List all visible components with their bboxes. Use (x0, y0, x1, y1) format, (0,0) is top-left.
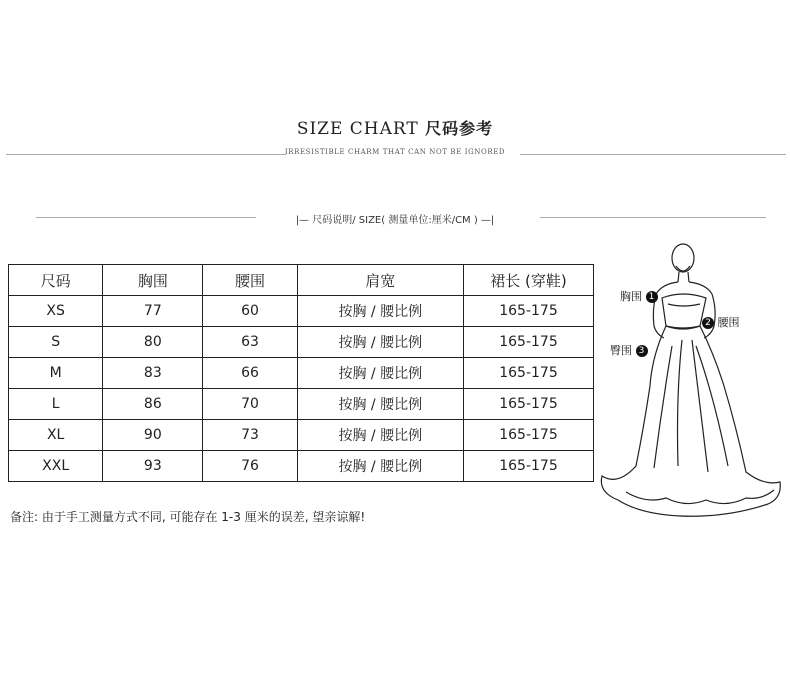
waist-number-badge: 2 (702, 317, 714, 329)
table-cell: 165-175 (463, 327, 593, 358)
dress-illustration (596, 236, 786, 526)
bust-label: 胸围 1 (620, 288, 658, 304)
table-cell: L (9, 389, 103, 420)
table-cell: 90 (103, 420, 203, 451)
table-row (9, 358, 594, 389)
table-cell: 按胸 / 腰比例 (297, 420, 463, 451)
table-row (9, 296, 594, 327)
table-cell: 按胸 / 腰比例 (297, 296, 463, 327)
table-cell: 86 (103, 389, 203, 420)
page-title (0, 116, 790, 139)
table-header-row (9, 265, 594, 296)
table-row (9, 389, 594, 420)
table-cell: 73 (203, 420, 297, 451)
table-cell: 165-175 (463, 296, 593, 327)
col-header-length: 裙长 (穿鞋) (463, 265, 593, 296)
table-cell: 按胸 / 腰比例 (297, 451, 463, 482)
table-row (9, 420, 594, 451)
dress-figure (596, 236, 786, 526)
hip-number-badge: 3 (636, 345, 648, 357)
table-cell: 70 (203, 389, 297, 420)
col-header-waist: 腰围 (203, 265, 297, 296)
title-cn: 尺码参考 (425, 119, 494, 138)
table-row (9, 451, 594, 482)
col-header-shoulder: 肩宽 (297, 265, 463, 296)
table-cell: 93 (103, 451, 203, 482)
table-cell: XS (9, 296, 103, 327)
table-cell: 76 (203, 451, 297, 482)
note: 备注: 由于手工测量方式不同, 可能存在 1-3 厘米的误差, 望亲谅解! (10, 510, 366, 524)
col-header-bust: 胸围 (103, 265, 203, 296)
table-cell: XXL (9, 451, 103, 482)
table-cell: 80 (103, 327, 203, 358)
table-cell: 按胸 / 腰比例 (297, 327, 463, 358)
table-cell: 165-175 (463, 420, 593, 451)
section-label: |— 尺码说明/ SIZE( 测量单位:厘米/CM ) —| (295, 215, 495, 226)
table-cell: 按胸 / 腰比例 (297, 358, 463, 389)
title-en: SIZE CHART (296, 119, 419, 139)
hip-label: 臀围 3 (610, 342, 648, 358)
table-cell: S (9, 327, 103, 358)
waist-label: 2 腰围 (702, 314, 740, 330)
table-cell: 165-175 (463, 389, 593, 420)
table-cell: 77 (103, 296, 203, 327)
size-table (8, 264, 594, 482)
subtitle: IRRESISTIBLE CHARM THAT CAN NOT BE IGNORED (284, 148, 506, 156)
table-cell: 60 (203, 296, 297, 327)
table-row (9, 327, 594, 358)
table-cell: 按胸 / 腰比例 (297, 389, 463, 420)
table-cell: 165-175 (463, 358, 593, 389)
table-cell: 83 (103, 358, 203, 389)
table-cell: 63 (203, 327, 297, 358)
bust-number-badge: 1 (646, 291, 658, 303)
col-header-size: 尺码 (9, 265, 103, 296)
table-cell: 66 (203, 358, 297, 389)
table-cell: M (9, 358, 103, 389)
table-cell: XL (9, 420, 103, 451)
table-cell: 165-175 (463, 451, 593, 482)
